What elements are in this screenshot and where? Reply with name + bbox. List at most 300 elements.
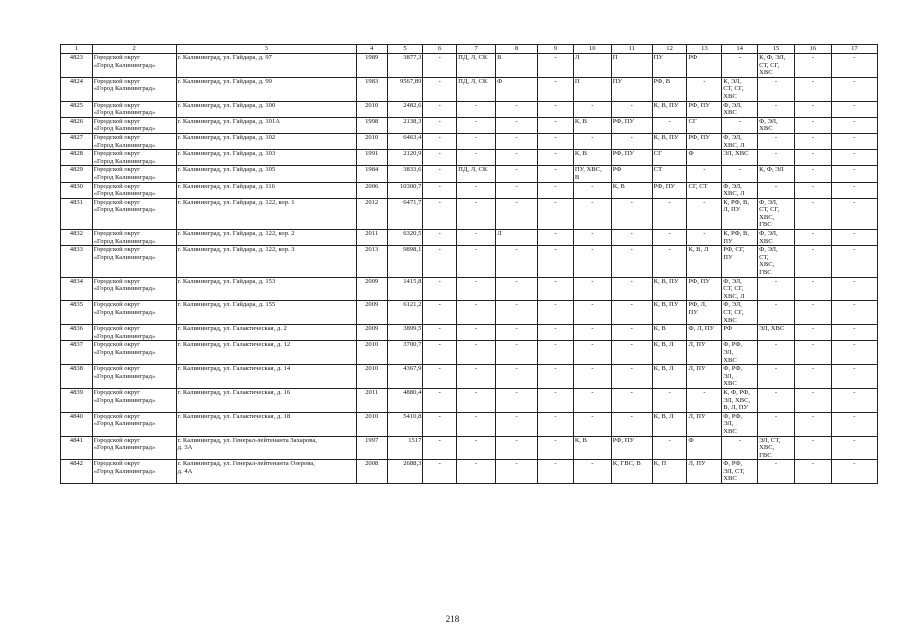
table-cell: - (423, 325, 457, 341)
table-cell: г. Калининград, ул. Гайдара, д. 101А (176, 117, 356, 133)
column-header: 13 (687, 45, 722, 54)
table-cell: - (457, 246, 496, 277)
table-cell: - (457, 117, 496, 133)
table-cell: 4824 (61, 77, 93, 101)
table-cell: - (722, 54, 758, 78)
table-cell: - (831, 230, 877, 246)
table-cell: - (831, 117, 877, 133)
table-cell: 10300,7 (387, 182, 423, 198)
table-cell: - (794, 166, 831, 182)
column-header: 11 (611, 45, 652, 54)
table-cell: - (794, 246, 831, 277)
table-cell: ПУ (652, 54, 687, 78)
table-cell: - (423, 412, 457, 436)
table-cell: - (457, 182, 496, 198)
table-cell: - (457, 460, 496, 484)
table-cell: - (758, 388, 795, 412)
table-cell: Городской округ «Город Калининград» (92, 117, 176, 133)
column-header: 7 (457, 45, 496, 54)
table-cell: - (423, 117, 457, 133)
table-cell: Ф, ЭЛ, СТ, СГ, ХВС, ГВС (758, 198, 795, 229)
table-row (61, 101, 878, 117)
table-cell: Городской округ «Город Калининград» (92, 230, 176, 246)
table-cell: 2010 (356, 101, 387, 117)
table-cell: РФ (611, 166, 652, 182)
table-cell: Ф, РФ, ЭЛ, ХВС (722, 365, 758, 389)
table-cell: - (423, 301, 457, 325)
table-cell: - (457, 388, 496, 412)
table-cell: - (496, 101, 538, 117)
table-cell: - (573, 230, 611, 246)
table-cell: - (794, 341, 831, 365)
table-cell: РФ (687, 54, 722, 78)
table-cell: - (423, 365, 457, 389)
table-cell: РФ, ПУ (687, 277, 722, 301)
table-cell: Городской округ «Город Калининград» (92, 436, 176, 460)
column-header: 9 (538, 45, 574, 54)
page-number: 218 (445, 614, 460, 624)
table-cell: - (611, 246, 652, 277)
table-cell: - (611, 388, 652, 412)
table-cell: - (496, 246, 538, 277)
table-cell: Л, ПУ (687, 341, 722, 365)
table-cell: - (794, 150, 831, 166)
table-cell: - (538, 117, 574, 133)
table-cell: Л, ПУ (687, 460, 722, 484)
table-cell: - (794, 388, 831, 412)
table-cell: 4835 (61, 301, 93, 325)
table-cell: - (794, 101, 831, 117)
table-cell: - (496, 436, 538, 460)
table-row (61, 325, 878, 341)
table-cell: - (794, 277, 831, 301)
table-cell: - (831, 388, 877, 412)
table-cell: 4834 (61, 277, 93, 301)
table-cell: - (611, 277, 652, 301)
table-cell: - (758, 341, 795, 365)
table-cell: - (538, 182, 574, 198)
table-row (61, 182, 878, 198)
table-cell: - (496, 460, 538, 484)
table-cell: - (652, 198, 687, 229)
table-cell: В (496, 54, 538, 78)
table-cell: 9898,1 (387, 246, 423, 277)
table-cell: 5410,8 (387, 412, 423, 436)
table-cell: г. Калининград, ул. Галактическая, д. 18 (176, 412, 356, 436)
table-row (61, 150, 878, 166)
table-cell: - (794, 117, 831, 133)
table-row (61, 198, 878, 229)
table-cell: К, В, ПУ (652, 133, 687, 149)
table-cell: К, В, Л (687, 246, 722, 277)
table-cell: Ф (687, 436, 722, 460)
registry-table (60, 44, 878, 484)
table-row (61, 54, 878, 78)
table-cell: - (722, 436, 758, 460)
table-cell: П (573, 77, 611, 101)
table-cell: - (423, 54, 457, 78)
table-cell: - (794, 77, 831, 101)
table-cell: К, В, ПУ (652, 101, 687, 117)
table-cell: - (538, 133, 574, 149)
table-row (61, 133, 878, 149)
table-cell: - (423, 198, 457, 229)
table-cell: 3899,5 (387, 325, 423, 341)
table-row (61, 246, 878, 277)
table-cell: К, ГВС, В (611, 460, 652, 484)
table-cell: - (423, 150, 457, 166)
table-cell: - (573, 101, 611, 117)
table-cell: - (496, 412, 538, 436)
table-cell: Городской округ «Город Калининград» (92, 133, 176, 149)
table-cell: - (652, 117, 687, 133)
table-cell: 2482,6 (387, 101, 423, 117)
table-cell: - (611, 230, 652, 246)
table-cell: - (611, 301, 652, 325)
table-cell: - (457, 301, 496, 325)
table-cell: - (538, 325, 574, 341)
table-cell: - (423, 277, 457, 301)
table-cell: 2012 (356, 198, 387, 229)
column-header: 16 (794, 45, 831, 54)
table-cell: - (423, 182, 457, 198)
table-cell: Городской округ «Город Калининград» (92, 101, 176, 117)
table-cell: - (457, 198, 496, 229)
table-cell: 2009 (356, 301, 387, 325)
column-header: 4 (356, 45, 387, 54)
table-cell: - (611, 341, 652, 365)
table-cell: - (758, 365, 795, 389)
table-cell: - (457, 325, 496, 341)
table-cell: - (423, 230, 457, 246)
table-cell: СГ, СТ (687, 182, 722, 198)
table-cell: Ф (496, 77, 538, 101)
table-cell: - (831, 325, 877, 341)
table-cell: 2009 (356, 277, 387, 301)
table-cell: Ф, РФ, ЭЛ, СТ, ХВС (722, 460, 758, 484)
table-cell: - (611, 198, 652, 229)
table-cell: - (573, 133, 611, 149)
table-cell: - (831, 166, 877, 182)
table-cell: 4830 (61, 182, 93, 198)
table-cell: - (831, 101, 877, 117)
table-cell: 4825 (61, 101, 93, 117)
table-cell: - (538, 365, 574, 389)
table-cell: - (831, 77, 877, 101)
table-cell: - (831, 460, 877, 484)
table-cell: 4367,9 (387, 365, 423, 389)
table-cell: 2010 (356, 412, 387, 436)
table-cell: - (423, 133, 457, 149)
table-cell: Городской округ «Город Калининград» (92, 182, 176, 198)
table-cell: г. Калининград, ул. Галактическая, д. 16 (176, 388, 356, 412)
table-cell: - (573, 325, 611, 341)
table-row (61, 230, 878, 246)
table-cell: - (423, 460, 457, 484)
table-cell: - (831, 246, 877, 277)
table-cell: К, РФ, В, Л, ПУ (722, 198, 758, 229)
table-cell: - (758, 460, 795, 484)
table-cell: 3877,3 (387, 54, 423, 78)
table-cell: 2013 (356, 246, 387, 277)
table-cell: - (423, 388, 457, 412)
table-cell: 4827 (61, 133, 93, 149)
table-cell: - (573, 365, 611, 389)
table-cell: - (496, 117, 538, 133)
table-cell: 2010 (356, 133, 387, 149)
table-cell: 1991 (356, 150, 387, 166)
table-cell: - (496, 277, 538, 301)
table-cell: - (538, 436, 574, 460)
table-cell: Ф, ЭЛ, СТ, ХВС, ГВС (758, 246, 795, 277)
table-cell: - (758, 77, 795, 101)
table-cell: - (496, 301, 538, 325)
table-cell: РФ, ПУ (687, 101, 722, 117)
table-cell: - (496, 388, 538, 412)
table-cell: - (423, 166, 457, 182)
table-cell: - (652, 388, 687, 412)
table-cell: - (831, 436, 877, 460)
table-cell: - (496, 341, 538, 365)
table-cell: - (831, 182, 877, 198)
column-header: 15 (758, 45, 795, 54)
table-cell: К, В, Л (652, 341, 687, 365)
table-cell: 4831 (61, 198, 93, 229)
table-cell: - (457, 341, 496, 365)
table-cell: РФ, ПУ (611, 150, 652, 166)
table-cell: ПД, Л, СК (457, 166, 496, 182)
table-cell: Ф (687, 150, 722, 166)
table-cell: - (538, 341, 574, 365)
table-cell: - (758, 182, 795, 198)
table-cell: г. Калининград, ул. Гайдара, д. 122, кор. 3 (176, 246, 356, 277)
column-header: 5 (387, 45, 423, 54)
table-cell: - (794, 365, 831, 389)
table-cell: - (687, 77, 722, 101)
table-cell: г. Калининград, ул. Генерал-лейтенанта Захарова, д. 3А (176, 436, 356, 460)
table-cell: 4823 (61, 54, 93, 78)
table-cell: 4842 (61, 460, 93, 484)
table-cell: РФ (722, 325, 758, 341)
table-cell: - (538, 54, 574, 78)
table-cell: - (794, 325, 831, 341)
table-cell: РФ, ПУ (652, 182, 687, 198)
table-cell: - (496, 325, 538, 341)
table-cell: Городской округ «Город Калининград» (92, 325, 176, 341)
table-cell: - (538, 77, 574, 101)
table-cell: - (831, 412, 877, 436)
table-cell: РФ, СГ, ПУ (722, 246, 758, 277)
table-cell: г. Калининград, ул. Галактическая, д. 12 (176, 341, 356, 365)
table-cell: К, В (573, 117, 611, 133)
table-cell: Ф, ЭЛ, ХВС (722, 101, 758, 117)
table-cell: П (611, 54, 652, 78)
table-cell: - (687, 388, 722, 412)
column-header: 6 (423, 45, 457, 54)
table-cell: 6320,5 (387, 230, 423, 246)
table-cell: Городской округ «Город Калининград» (92, 341, 176, 365)
table-cell: - (758, 101, 795, 117)
table-cell: - (573, 182, 611, 198)
table-row (61, 412, 878, 436)
table-cell: - (496, 198, 538, 229)
table-cell: Городской округ «Город Калининград» (92, 365, 176, 389)
table-cell: 4832 (61, 230, 93, 246)
table-cell: Городской округ «Город Калининград» (92, 246, 176, 277)
table-cell: 3700,7 (387, 341, 423, 365)
table-cell: Городской округ «Город Калининград» (92, 460, 176, 484)
table-cell: - (457, 101, 496, 117)
column-header: 2 (92, 45, 176, 54)
table-cell: - (831, 133, 877, 149)
table-cell: 4828 (61, 150, 93, 166)
table-cell: Городской округ «Город Калининград» (92, 301, 176, 325)
table-cell: Ф, ЭЛ, ХВС (758, 230, 795, 246)
table-cell: - (794, 198, 831, 229)
table-cell: Ф, ЭЛ, ХВС (758, 117, 795, 133)
table-cell: К, В (573, 436, 611, 460)
table-row (61, 388, 878, 412)
table-cell: 2010 (356, 341, 387, 365)
table-cell: Л, ПУ (687, 365, 722, 389)
table-cell: - (573, 341, 611, 365)
table-cell: Городской округ «Город Калининград» (92, 277, 176, 301)
table-row (61, 301, 878, 325)
table-cell: К, В (652, 325, 687, 341)
table-cell: - (794, 412, 831, 436)
table-cell: СГ (652, 150, 687, 166)
table-cell: - (722, 117, 758, 133)
table-cell: Ф, ЭЛ, ХВС, Л (722, 182, 758, 198)
table-row (61, 77, 878, 101)
table-cell: ПУ (611, 77, 652, 101)
table-cell: - (496, 365, 538, 389)
table-cell: Ф, Л, ПУ (687, 325, 722, 341)
table-cell: - (758, 301, 795, 325)
table-cell: Городской округ «Город Калининград» (92, 77, 176, 101)
table-cell: К, П (652, 460, 687, 484)
table-cell: - (831, 198, 877, 229)
table-cell: Городской округ «Город Калининград» (92, 412, 176, 436)
table-cell: г. Калининград, ул. Гайдара, д. 155 (176, 301, 356, 325)
table-cell: - (687, 230, 722, 246)
table-cell: 1997 (356, 436, 387, 460)
table-cell: К, РФ, В, ПУ (722, 230, 758, 246)
table-cell: г. Калининград, ул. Галактическая, д. 2 (176, 325, 356, 341)
table-cell: К, В (573, 150, 611, 166)
table-cell: РФ, Л, ПУ (687, 301, 722, 325)
table-cell: Л (573, 54, 611, 78)
table-cell: Ф, РФ, ЭЛ, ХВС (722, 341, 758, 365)
table-cell: - (538, 166, 574, 182)
table-cell: Городской округ «Город Калининград» (92, 388, 176, 412)
table-cell: - (573, 301, 611, 325)
table-cell: г. Калининград, ул. Гайдара, д. 153 (176, 277, 356, 301)
table-cell: - (538, 412, 574, 436)
table-cell: 1984 (356, 166, 387, 182)
column-header: 1 (61, 45, 93, 54)
table-cell: - (794, 460, 831, 484)
table-cell: 2120,9 (387, 150, 423, 166)
table-cell: РФ, ПУ (611, 436, 652, 460)
table-cell: г. Калининград, ул. Гайдара, д. 97 (176, 54, 356, 78)
table-cell: ЭЛ, ХВС (758, 325, 795, 341)
table-cell: 9567,89 (387, 77, 423, 101)
table-cell: - (423, 101, 457, 117)
table-cell: - (611, 133, 652, 149)
table-cell: - (758, 150, 795, 166)
column-header: 10 (573, 45, 611, 54)
table-row (61, 436, 878, 460)
table-cell: - (573, 277, 611, 301)
table-cell: - (611, 365, 652, 389)
table-cell: Городской округ «Город Калининград» (92, 198, 176, 229)
table-cell: - (758, 277, 795, 301)
table-cell: 4829 (61, 166, 93, 182)
table-cell: - (538, 150, 574, 166)
table-cell: г. Калининград, ул. Гайдара, д. 99 (176, 77, 356, 101)
table-cell: К, В, ПУ (652, 277, 687, 301)
table-cell: - (538, 460, 574, 484)
table-cell: 1415,8 (387, 277, 423, 301)
table-cell: 2011 (356, 230, 387, 246)
column-header: 14 (722, 45, 758, 54)
table-cell: 2010 (356, 365, 387, 389)
table-cell: ЭЛ, ХВС (722, 150, 758, 166)
table-cell: - (423, 436, 457, 460)
table-row (61, 365, 878, 389)
table-cell: Городской округ «Город Калининград» (92, 54, 176, 78)
table-cell: 6463,4 (387, 133, 423, 149)
table-cell: 1998 (356, 117, 387, 133)
table-row (61, 341, 878, 365)
table-cell: К, Ф, РФ, ЭЛ, ХВС, В, Л, ПУ (722, 388, 758, 412)
table-cell: К, Ф, ЭЛ, СТ, СГ, ХВС (758, 54, 795, 78)
table-row (61, 460, 878, 484)
table-cell: - (794, 436, 831, 460)
table-cell: - (758, 412, 795, 436)
table-cell: 1983 (356, 77, 387, 101)
table-cell: СГ (687, 117, 722, 133)
table-cell: - (573, 412, 611, 436)
table-cell: Ф, РФ, ЭЛ, ХВС (722, 412, 758, 436)
table-cell: 6471,7 (387, 198, 423, 229)
table-cell: Ф, ЭЛ, ХВС, Л (722, 133, 758, 149)
table-cell: 4833 (61, 246, 93, 277)
table-cell: - (794, 133, 831, 149)
table-cell: г. Калининград, ул. Гайдара, д. 105 (176, 166, 356, 182)
table-cell: Л (496, 230, 538, 246)
table-cell: 2688,3 (387, 460, 423, 484)
table-cell: г. Калининград, ул. Гайдара, д. 103 (176, 150, 356, 166)
table-cell: 4880,4 (387, 388, 423, 412)
table-cell: - (538, 101, 574, 117)
table-cell: - (573, 388, 611, 412)
table-cell: - (794, 182, 831, 198)
table-cell: ПД, Л, СК (457, 54, 496, 78)
table-cell: - (687, 198, 722, 229)
column-header: 17 (831, 45, 877, 54)
table-cell: - (652, 230, 687, 246)
table-cell: - (457, 412, 496, 436)
table-cell: - (573, 198, 611, 229)
table-cell: - (573, 460, 611, 484)
table-cell: Городской округ «Город Калининград» (92, 166, 176, 182)
table-cell: - (831, 277, 877, 301)
table-cell: г. Калининград, ул. Генерал-лейтенанта Озерова, д. 4А (176, 460, 356, 484)
table-cell: г. Калининград, ул. Гайдара, д. 122, кор. 2 (176, 230, 356, 246)
table-cell: - (831, 301, 877, 325)
